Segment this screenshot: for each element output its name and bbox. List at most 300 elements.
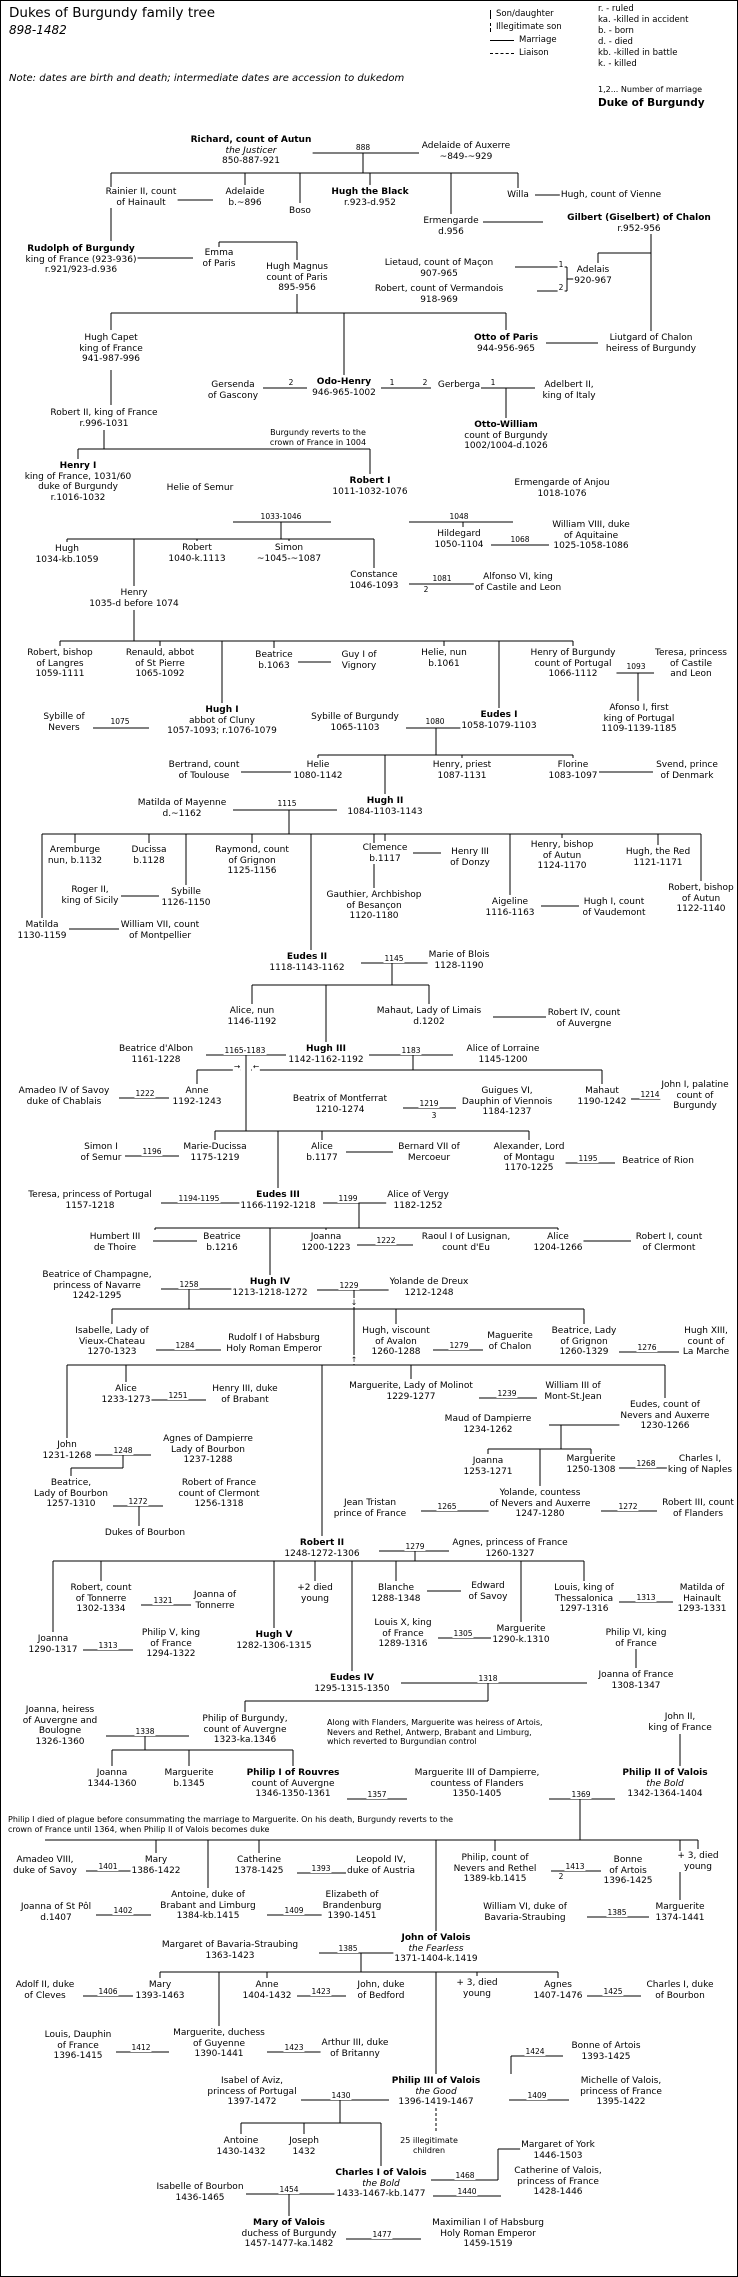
marriage-year-label: 1338 — [135, 1727, 155, 1736]
person-text-line: 1050-1104 — [434, 539, 484, 550]
person-text-line: 1120-1180 — [349, 911, 399, 921]
person-text-line: Leopold IV, — [356, 1855, 406, 1865]
person-text-line: Antoine — [223, 2136, 259, 2146]
person-text-line: Robert, bishop — [27, 648, 93, 658]
person-node — [455, 1978, 498, 1999]
person-text-line: 1242-1295 — [72, 1291, 122, 1301]
person-node — [134, 1980, 185, 2001]
person-text-line: Vignory — [341, 660, 377, 671]
person-text-line: 1083-1097 — [548, 770, 598, 781]
marriage-year-label: 1430 — [331, 2091, 351, 2100]
person-node — [362, 843, 409, 864]
person-text-line: 1046-1093 — [349, 580, 399, 591]
person-text-line: Blanche — [377, 1583, 415, 1593]
person-node — [125, 648, 195, 680]
abbrev-killed: k. - killed — [598, 59, 637, 69]
person-node — [444, 1414, 533, 1435]
person-node — [15, 1980, 76, 2001]
person-node — [70, 1583, 133, 1615]
person-text-line: 1290-1317 — [28, 1644, 78, 1655]
person-text-line: Gersenda — [211, 380, 255, 390]
person-text-line: 1293-1331 — [677, 1604, 727, 1614]
person-text-line: Joseph — [289, 2136, 319, 2146]
person-text-line: 25 illegitimate — [400, 2136, 458, 2145]
person-text-line: of France — [382, 1628, 424, 1639]
person-text-line: 1213-1218-1272 — [232, 1287, 308, 1298]
person-node — [551, 1326, 618, 1358]
marriage-year-label: 1222 — [376, 1236, 396, 1245]
person-text-line: of Autun — [542, 850, 582, 861]
person-text-line: 1034-kb.1059 — [35, 554, 99, 565]
person-text-line: Eudes IV — [330, 1673, 374, 1683]
person-text-line: Humbert III — [89, 1232, 141, 1242]
person-text-line: 1436-1465 — [175, 2192, 225, 2203]
person-text-line: 1270-1323 — [87, 1347, 137, 1357]
person-text-line: Louis, king of — [554, 1583, 614, 1593]
marriage-year-label: 1199 — [338, 1194, 358, 1203]
person-text-line: Eudes, count of — [630, 1400, 700, 1410]
person-node — [162, 1434, 254, 1466]
person-node — [547, 1008, 622, 1029]
person-text-line: 1378-1425 — [234, 1865, 284, 1876]
person-text-line: Marie-Ducissa — [183, 1142, 247, 1152]
person-text-line: king of Portugal — [603, 713, 675, 724]
person-text-line: of Auvergne — [556, 1018, 612, 1029]
person-text-line: 1230-1266 — [640, 1421, 690, 1431]
marriage-year-label: 1313 — [636, 1593, 656, 1602]
person-node — [155, 2182, 244, 2203]
person-text-line: Bonne — [613, 1855, 643, 1865]
person-text-line: Mary — [144, 1855, 168, 1865]
person-text-line: 1404-1432 — [242, 1990, 292, 2001]
marriage-year-label: 1080 — [425, 717, 445, 726]
person-text-line: 1297-1316 — [559, 1604, 609, 1614]
person-text-line: Beatrice — [203, 1232, 241, 1242]
person-text-line: Lietaud, count of Maçon — [384, 258, 494, 268]
person-text-line: Catherine — [236, 1855, 281, 1865]
person-text-line: count of Clermont — [178, 1488, 260, 1499]
person-text-line: Mercoeur — [407, 1152, 451, 1163]
person-text-line: 1288-1348 — [371, 1593, 421, 1604]
person-text-line: Joanna — [96, 1768, 128, 1778]
person-text-line: 1184-1237 — [482, 1107, 532, 1117]
person-text-line: 1128-1190 — [434, 960, 484, 971]
duke-bold-sample: Duke of Burgundy — [598, 97, 705, 109]
person-node — [86, 1768, 137, 1789]
person-text-line: Holy Roman Emperor — [440, 2228, 536, 2239]
person-node — [619, 1400, 710, 1432]
person-text-line: of St Pierre — [135, 658, 185, 669]
person-node — [226, 1006, 277, 1027]
person-text-line: b.1216 — [206, 1242, 238, 1253]
person-node — [141, 1628, 201, 1660]
marriage-year-label: 1229 — [339, 1281, 359, 1290]
person-node — [482, 1902, 568, 1923]
person-text-line: Joanna, heiress — [25, 1705, 95, 1715]
person-text-line: 1247-1280 — [515, 1509, 565, 1519]
person-text-line: Antoine, duke of — [171, 1890, 245, 1900]
person-node — [489, 1488, 592, 1520]
person-text-line: Raoul I of Lusignan, — [421, 1232, 511, 1242]
person-text-line: Boso — [289, 206, 311, 216]
person-text-line: Jean Tristan — [343, 1498, 397, 1508]
marriage-year-label: 1195 — [578, 1154, 598, 1163]
person-text-line: ~1045-~1087 — [256, 553, 322, 564]
person-text-line: 1166-1192-1218 — [240, 1200, 316, 1211]
person-text-line: r.996-1031 — [79, 418, 129, 429]
person-text-line: Alice of Vergy — [387, 1190, 449, 1200]
person-node — [414, 1768, 541, 1800]
person-text-line: Richard, count of Autun — [190, 135, 312, 145]
person-text-line: Hugh I, count — [583, 897, 645, 907]
person-text-line: Gerberga — [437, 380, 481, 390]
person-node — [166, 483, 235, 494]
marriage-year-label: 1272 — [128, 1497, 148, 1506]
person-text-line: 1025-1058-1086 — [553, 541, 629, 551]
person-text-line: Adelaide — [225, 187, 265, 197]
person-node — [42, 712, 85, 733]
person-node — [26, 648, 93, 680]
person-text-line: 1212-1248 — [404, 1287, 454, 1298]
person-text-line: king of France, 1031/60 — [24, 471, 132, 482]
person-text-line: Nevers and Rethel — [453, 1863, 537, 1874]
person-text-line: duke of Austria — [346, 1865, 416, 1876]
person-text-line: Ermengarde — [423, 216, 479, 226]
person-node — [532, 1232, 583, 1253]
abbrev-died: d. - died — [598, 37, 633, 47]
person-text-line: young — [463, 1988, 491, 1999]
person-node — [20, 1902, 92, 1923]
person-text-line: Beatrice — [255, 650, 293, 660]
marriage-year-label: 1401 — [98, 1862, 118, 1871]
person-text-line: Isabelle, Lady of — [75, 1326, 149, 1336]
person-text-line: Joanna — [472, 1456, 504, 1466]
marriage-year-label: 1276 — [637, 1343, 657, 1352]
person-node — [433, 529, 484, 550]
marriage-year-label: 1251 — [168, 1391, 188, 1400]
person-node — [310, 712, 400, 733]
person-text-line: Alfonso VI, king — [483, 572, 553, 582]
marriage-year-label: 2 — [423, 585, 429, 594]
person-text-line: king of France (923-936) — [25, 254, 137, 265]
person-text-line: 1130-1159 — [17, 930, 67, 941]
person-text-line: Alice, nun — [229, 1006, 275, 1016]
marriage-year-label: 1357 — [367, 1790, 387, 1799]
person-text-line: Catherine of Valois, — [514, 2166, 602, 2176]
person-text-line: princess of Portugal — [207, 2086, 297, 2097]
person-text-line: Afonso I, first — [609, 703, 669, 713]
person-text-line: of Brabant — [221, 1394, 269, 1405]
person-node — [428, 950, 491, 971]
person-text-line: Boulogne — [38, 1726, 82, 1736]
person-text-line: 1080-1142 — [293, 770, 343, 781]
person-node — [89, 1232, 142, 1253]
person-node — [346, 796, 423, 817]
person-text-line: Adelaide of Auxerre — [421, 141, 511, 151]
person-node — [231, 1277, 308, 1298]
marriage-year-label: 1214 — [640, 1090, 660, 1099]
person-text-line: Henry I — [59, 461, 97, 471]
person-text-line: of Denmark — [660, 770, 714, 781]
person-node — [373, 1618, 432, 1650]
note — [269, 428, 367, 447]
person-text-line: Joanna of France — [598, 1670, 674, 1680]
person-text-line: 1116-1163 — [485, 907, 535, 918]
marriage-year-label: 1423 — [284, 2043, 304, 2052]
person-text-line: Robert I, count — [635, 1232, 703, 1242]
person-text-line: 941-987-996 — [81, 354, 141, 364]
person-text-line: of Donzy — [450, 857, 490, 868]
person-node — [166, 705, 278, 737]
person-node — [520, 2140, 596, 2161]
person-text-line: Joanna — [310, 1232, 342, 1242]
person-node — [625, 847, 691, 868]
person-node — [420, 648, 468, 669]
person-text-line: Hugh, the Red — [625, 847, 691, 857]
person-text-line: Sybille of Burgundy — [311, 712, 399, 722]
legend-liaison-label: Liaison — [519, 48, 549, 58]
person-node — [211, 1384, 278, 1405]
note — [7, 1815, 454, 1834]
person-node — [473, 333, 539, 354]
person-node — [491, 1624, 550, 1645]
person-text-line: 1231-1268 — [42, 1450, 92, 1461]
person-text-line: children — [412, 2145, 446, 2155]
person-text-line: Hugh IV — [249, 1277, 291, 1287]
person-node — [27, 1634, 78, 1655]
marriage-year-label: 1075 — [110, 717, 130, 726]
marriage-year-label: 1385 — [338, 1944, 358, 1953]
person-node — [27, 1190, 153, 1211]
person-text-line: Dauphin of Viennois — [461, 1096, 553, 1107]
person-text-line: r.1016-1032 — [50, 492, 106, 503]
person-node — [25, 244, 138, 276]
note — [399, 2136, 459, 2155]
person-text-line: Philip II of Valois — [622, 1768, 708, 1778]
person-text-line: Constance — [350, 570, 398, 580]
person-node — [193, 1590, 237, 1611]
person-node — [437, 380, 481, 391]
person-text-line: John, duke — [357, 1980, 405, 1990]
marriage-year-label: 1454 — [279, 2185, 299, 2194]
person-text-line: Robert, count — [70, 1583, 132, 1593]
person-text-line: crown of France in 1004 — [269, 437, 367, 447]
person-text-line: r.952-956 — [617, 223, 661, 234]
person-text-line: Louis, Dauphin — [44, 2030, 112, 2040]
person-node — [206, 2076, 297, 2108]
person-text-line: Nevers — [48, 722, 80, 733]
person-text-line: 1161-1228 — [131, 1054, 181, 1065]
person-text-line: Edward — [471, 1581, 505, 1591]
person-text-line: of Guyenne — [192, 2038, 246, 2049]
person-text-line: 946-965-1002 — [312, 387, 376, 398]
marriage-year-label: ← — [252, 1062, 260, 1071]
marriage-year-label: 1219 — [419, 1099, 439, 1108]
person-text-line: Hugh the Black — [331, 187, 409, 197]
person-node — [513, 478, 610, 499]
person-text-line: b.~896 — [228, 197, 262, 208]
person-node — [44, 2030, 113, 2062]
person-text-line: Mont-St.Jean — [544, 1391, 602, 1402]
person-text-line: the Good — [415, 2086, 457, 2097]
person-text-line: Marguerite, duchess — [173, 2028, 265, 2038]
person-text-line: John I, palatine — [661, 1080, 729, 1090]
person-text-line: of France — [615, 1638, 657, 1649]
person-node — [168, 760, 241, 781]
person-text-line: Joanna — [37, 1634, 69, 1644]
person-text-line: 1257-1310 — [46, 1499, 96, 1509]
person-text-line: of Montagu — [503, 1152, 555, 1163]
person-node — [163, 1768, 214, 1789]
person-node — [560, 190, 662, 201]
person-text-line: Robert I — [349, 476, 391, 486]
person-node — [292, 1094, 388, 1115]
solid-bar-icon — [490, 10, 491, 19]
person-text-line: Rainier II, count — [105, 187, 177, 197]
person-text-line: 1065-1103 — [330, 722, 380, 733]
person-node — [660, 1080, 729, 1112]
marriage-year-label: 1477 — [372, 2230, 392, 2239]
marriage-year-label: 1318 — [478, 1674, 498, 1683]
person-text-line: of Clermont — [642, 1242, 696, 1253]
person-node — [474, 572, 562, 593]
person-text-line: Otto-William — [474, 420, 538, 430]
person-text-line: Robert, count of Vermandois — [374, 284, 504, 294]
person-text-line: 1248-1272-1306 — [284, 1548, 360, 1559]
person-text-line: John II, — [664, 1712, 696, 1722]
person-node — [288, 2136, 320, 2157]
person-text-line: 1302-1334 — [76, 1604, 126, 1614]
person-text-line: Guigues VI, — [481, 1086, 533, 1096]
person-text-line: Roger II, — [71, 885, 109, 895]
person-text-line: Gauthier, Archbishop — [326, 890, 422, 900]
person-text-line: Matilda of — [679, 1583, 725, 1593]
legend-son-row — [490, 8, 562, 21]
person-text-line: 1087-1131 — [437, 770, 487, 781]
person-text-line: b.1177 — [306, 1152, 338, 1163]
person-node — [254, 650, 293, 671]
person-text-line: Otto of Paris — [473, 333, 539, 343]
person-node — [12, 1855, 78, 1876]
person-node — [202, 1232, 241, 1253]
marriage-year-label: 1258 — [179, 1280, 199, 1289]
person-text-line: Beatrix of Montferrat — [292, 1094, 388, 1104]
marriage-year-label: 1406 — [98, 1987, 118, 1996]
person-node — [296, 1583, 334, 1604]
person-text-line: of France — [150, 1638, 192, 1649]
person-text-line: Hugh XIII, — [684, 1326, 728, 1336]
person-node — [118, 1044, 194, 1065]
person-text-line: Hugh Capet — [84, 333, 138, 343]
person-text-line: Odo-Henry — [316, 377, 372, 387]
person-node — [300, 1232, 351, 1253]
person-text-line: Hugh, count of Vienne — [560, 190, 662, 200]
person-text-line: Helie, nun — [421, 648, 467, 658]
person-text-line: Beatrice, — [50, 1478, 92, 1488]
person-text-line: of Artois — [609, 1865, 647, 1876]
person-node — [453, 1853, 538, 1885]
person-text-line: Tonnerre — [195, 1600, 235, 1611]
person-text-line: of Grignon — [228, 855, 276, 866]
person-text-line: 1124-1170 — [537, 861, 587, 871]
person-text-line: Raymond, count — [215, 845, 289, 855]
person-text-line: 907-965 — [420, 268, 458, 279]
person-node — [530, 840, 595, 872]
person-text-line: of Besançon — [346, 900, 402, 911]
person-text-line: count of Portugal — [534, 658, 612, 669]
person-text-line: duke of Chablais — [26, 1096, 102, 1107]
person-text-line: 1342-1364-1404 — [627, 1789, 703, 1799]
person-node — [431, 2218, 545, 2250]
person-node — [33, 1478, 109, 1510]
person-text-line: Isabel of Aviz, — [220, 2076, 284, 2086]
person-text-line: 1374-1441 — [655, 1912, 705, 1923]
person-text-line: Svend, prince — [656, 760, 718, 770]
person-text-line: countess of Flanders — [430, 1778, 524, 1789]
person-text-line: d.956 — [438, 226, 464, 237]
marriage-year-label: 1115 — [277, 799, 297, 808]
person-node — [462, 1456, 513, 1477]
person-node — [80, 1142, 123, 1163]
person-text-line: duke of Savoy — [13, 1865, 77, 1876]
person-node — [654, 648, 728, 680]
person-text-line: Henry — [120, 588, 148, 598]
person-node — [551, 520, 631, 552]
person-text-line: 1175-1219 — [190, 1152, 240, 1163]
person-text-line: Helie — [306, 760, 330, 770]
person-node — [330, 187, 409, 208]
person-text-line: 1200-1223 — [301, 1242, 351, 1253]
person-node — [389, 1277, 470, 1298]
person-text-line: 1282-1306-1315 — [236, 1640, 312, 1651]
person-node — [676, 1583, 727, 1615]
person-node — [506, 190, 530, 201]
person-node — [22, 1705, 99, 1747]
person-text-line: of Autun — [681, 893, 721, 904]
legend-son-label: Son/daughter — [496, 9, 554, 19]
person-text-line: Sybille — [171, 887, 201, 897]
person-text-line: Robert of France — [181, 1478, 257, 1488]
person-text-line: 1344-1360 — [87, 1778, 137, 1789]
person-text-line: of Grignon — [560, 1336, 608, 1347]
marriage-year-label: 2 — [558, 1872, 564, 1881]
marriage-year-label: 1468 — [455, 2171, 475, 2180]
person-text-line: +2 died — [297, 1583, 333, 1593]
person-node — [602, 1855, 653, 1887]
person-text-line: Thessalonica — [554, 1593, 614, 1604]
person-text-line: Agnes of Dampierre — [163, 1434, 253, 1444]
person-text-line: Eudes III — [256, 1190, 300, 1200]
person-text-line: of Cleves — [24, 1990, 66, 2001]
person-text-line: Margaret of Bavaria-Straubing — [161, 1940, 299, 1950]
person-text-line: 1290-k.1310 — [492, 1634, 550, 1645]
person-node — [100, 1384, 151, 1405]
person-node — [288, 206, 312, 217]
person-text-line: Marie of Blois — [428, 950, 490, 960]
person-node — [60, 885, 119, 906]
marriage-year-label: 1272 — [618, 1502, 638, 1511]
person-text-line: r.921/923-d.936 — [44, 265, 118, 275]
person-text-line: 1432 — [292, 2146, 316, 2157]
marriage-year-label: 1313 — [98, 1641, 118, 1650]
person-text-line: d.~1162 — [162, 808, 202, 819]
person-text-line: 1229-1277 — [386, 1391, 436, 1402]
person-text-line: heiress of Burgundy — [605, 343, 697, 354]
person-node — [239, 1190, 316, 1211]
person-text-line: Alice — [311, 1142, 333, 1152]
person-text-line: Liutgard of Chalon — [609, 333, 693, 343]
person-node — [484, 897, 535, 918]
